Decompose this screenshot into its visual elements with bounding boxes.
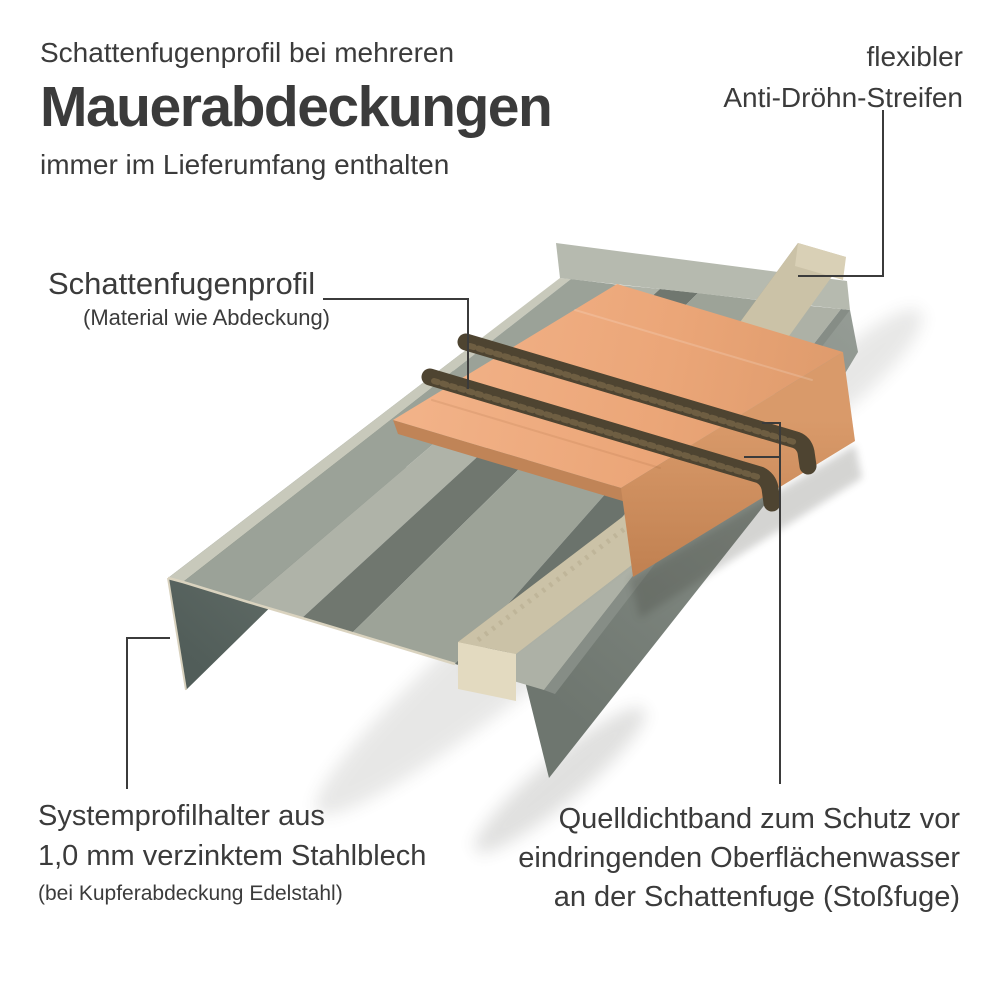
headline-line3: immer im Lieferumfang enthalten — [40, 149, 450, 180]
label-quelldichtband-line1: Quelldichtband zum Schutz vor — [558, 803, 960, 835]
label-anti-droehn-line1: flexibler — [866, 41, 963, 72]
label-systemprofilhalter-line3: (bei Kupferabdeckung Edelstahl) — [38, 882, 343, 905]
label-schattenfugenprofil — [48, 266, 330, 331]
label-anti-droehn-line2: Anti-Dröhn-Streifen — [723, 82, 963, 113]
label-schattenfugenprofil-line1: Schattenfugenprofil — [48, 266, 316, 301]
label-anti-droehn — [723, 36, 963, 118]
label-systemprofilhalter — [38, 796, 426, 907]
headline-block — [40, 34, 551, 184]
leader-systemprofilhalter — [127, 638, 170, 789]
page-title: Mauerabdeckungen — [40, 75, 552, 139]
label-quelldichtband-line2: eindringenden Oberflächenwasser — [518, 842, 960, 874]
label-systemprofilhalter-line1: Systemprofilhalter aus — [38, 800, 325, 832]
label-schattenfugenprofil-line2: (Material wie Abdeckung) — [83, 305, 331, 330]
label-systemprofilhalter-line2: 1,0 mm verzinktem Stahlblech — [38, 840, 427, 872]
label-quelldichtband-line3: an der Schattenfuge (Stoßfuge) — [553, 881, 960, 913]
label-quelldichtband — [518, 800, 960, 917]
headline-line1: Schattenfugenprofil bei mehreren — [40, 37, 455, 68]
